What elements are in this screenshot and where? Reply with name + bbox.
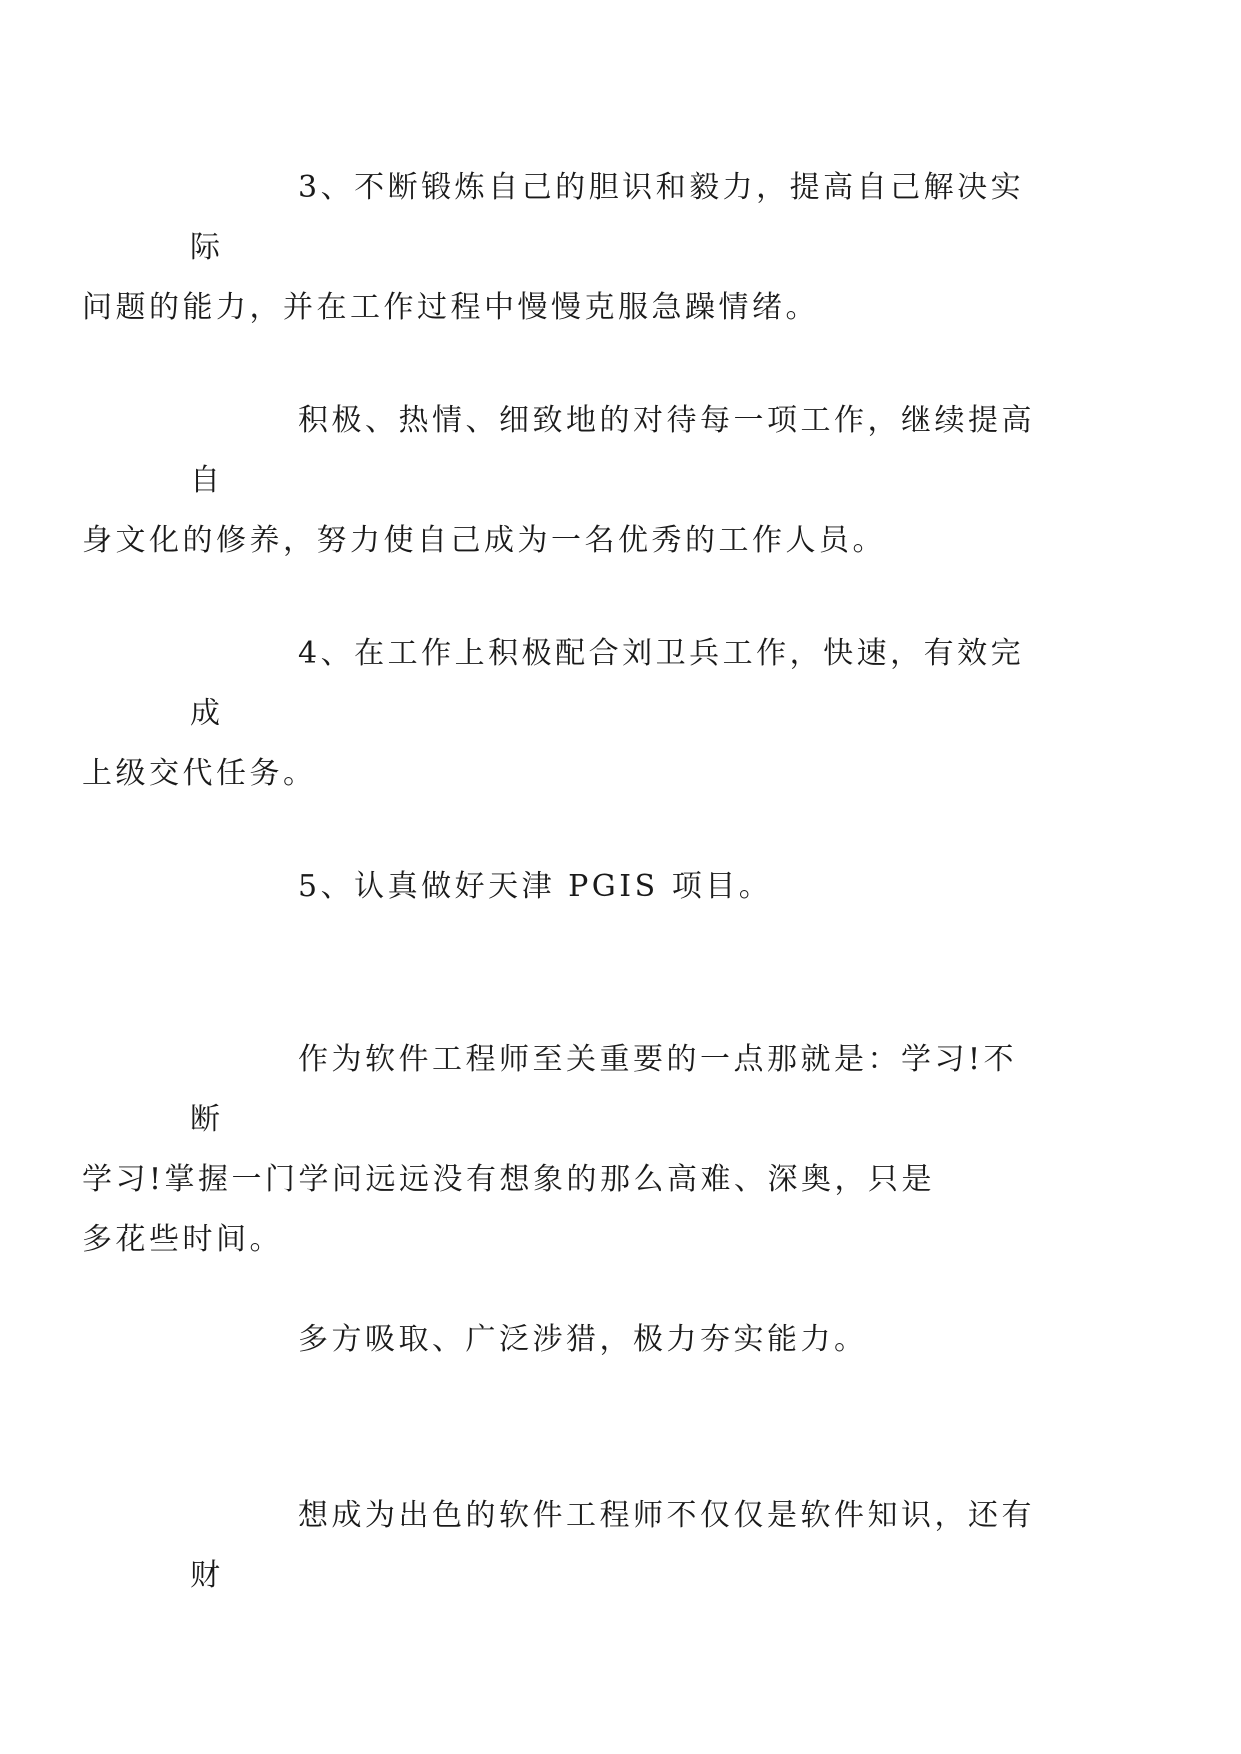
paragraph-1-line-1: 3、不断锻炼自己的胆识和毅力，提高自己解决实际: [190, 170, 1025, 265]
paragraph-4: [190, 857, 1050, 917]
paragraph-6: [190, 1310, 1050, 1370]
paragraph-1-line-2: 问题的能力，并在工作过程中慢慢克服急躁情绪。: [82, 290, 819, 325]
paragraph-5: [82, 1030, 1050, 1270]
paragraph-5-line-1: 作为软件工程师至关重要的一点那就是：学习!不断: [190, 1042, 1018, 1137]
paragraph-5-line-3: 多花些时间。: [82, 1222, 283, 1257]
paragraph-3: [82, 624, 1050, 804]
paragraph-3-line-2: 上级交代任务。: [82, 756, 317, 791]
paragraph-7-line-1: 想成为出色的软件工程师不仅仅是软件知识，还有财: [190, 1498, 1035, 1593]
paragraph-3-line-1: 4、在工作上积极配合刘卫兵工作，快速，有效完成: [190, 636, 1025, 731]
paragraph-2-line-1: 积极、热情、细致地的对待每一项工作，继续提高自: [190, 403, 1035, 498]
paragraph-4-line-1: 5、认真做好天津 PGIS 项目。: [298, 869, 773, 904]
paragraph-7: [190, 1486, 1050, 1606]
paragraph-5-line-2: 学习!掌握一门学问远远没有想象的那么高难、深奥，只是: [82, 1162, 936, 1197]
paragraph-1: [82, 158, 1050, 338]
paragraph-6-line-1: 多方吸取、广泛涉猎，极力夯实能力。: [298, 1322, 868, 1357]
paragraph-2-line-2: 身文化的修养，努力使自己成为一名优秀的工作人员。: [82, 523, 886, 558]
paragraph-2: [82, 391, 1050, 571]
